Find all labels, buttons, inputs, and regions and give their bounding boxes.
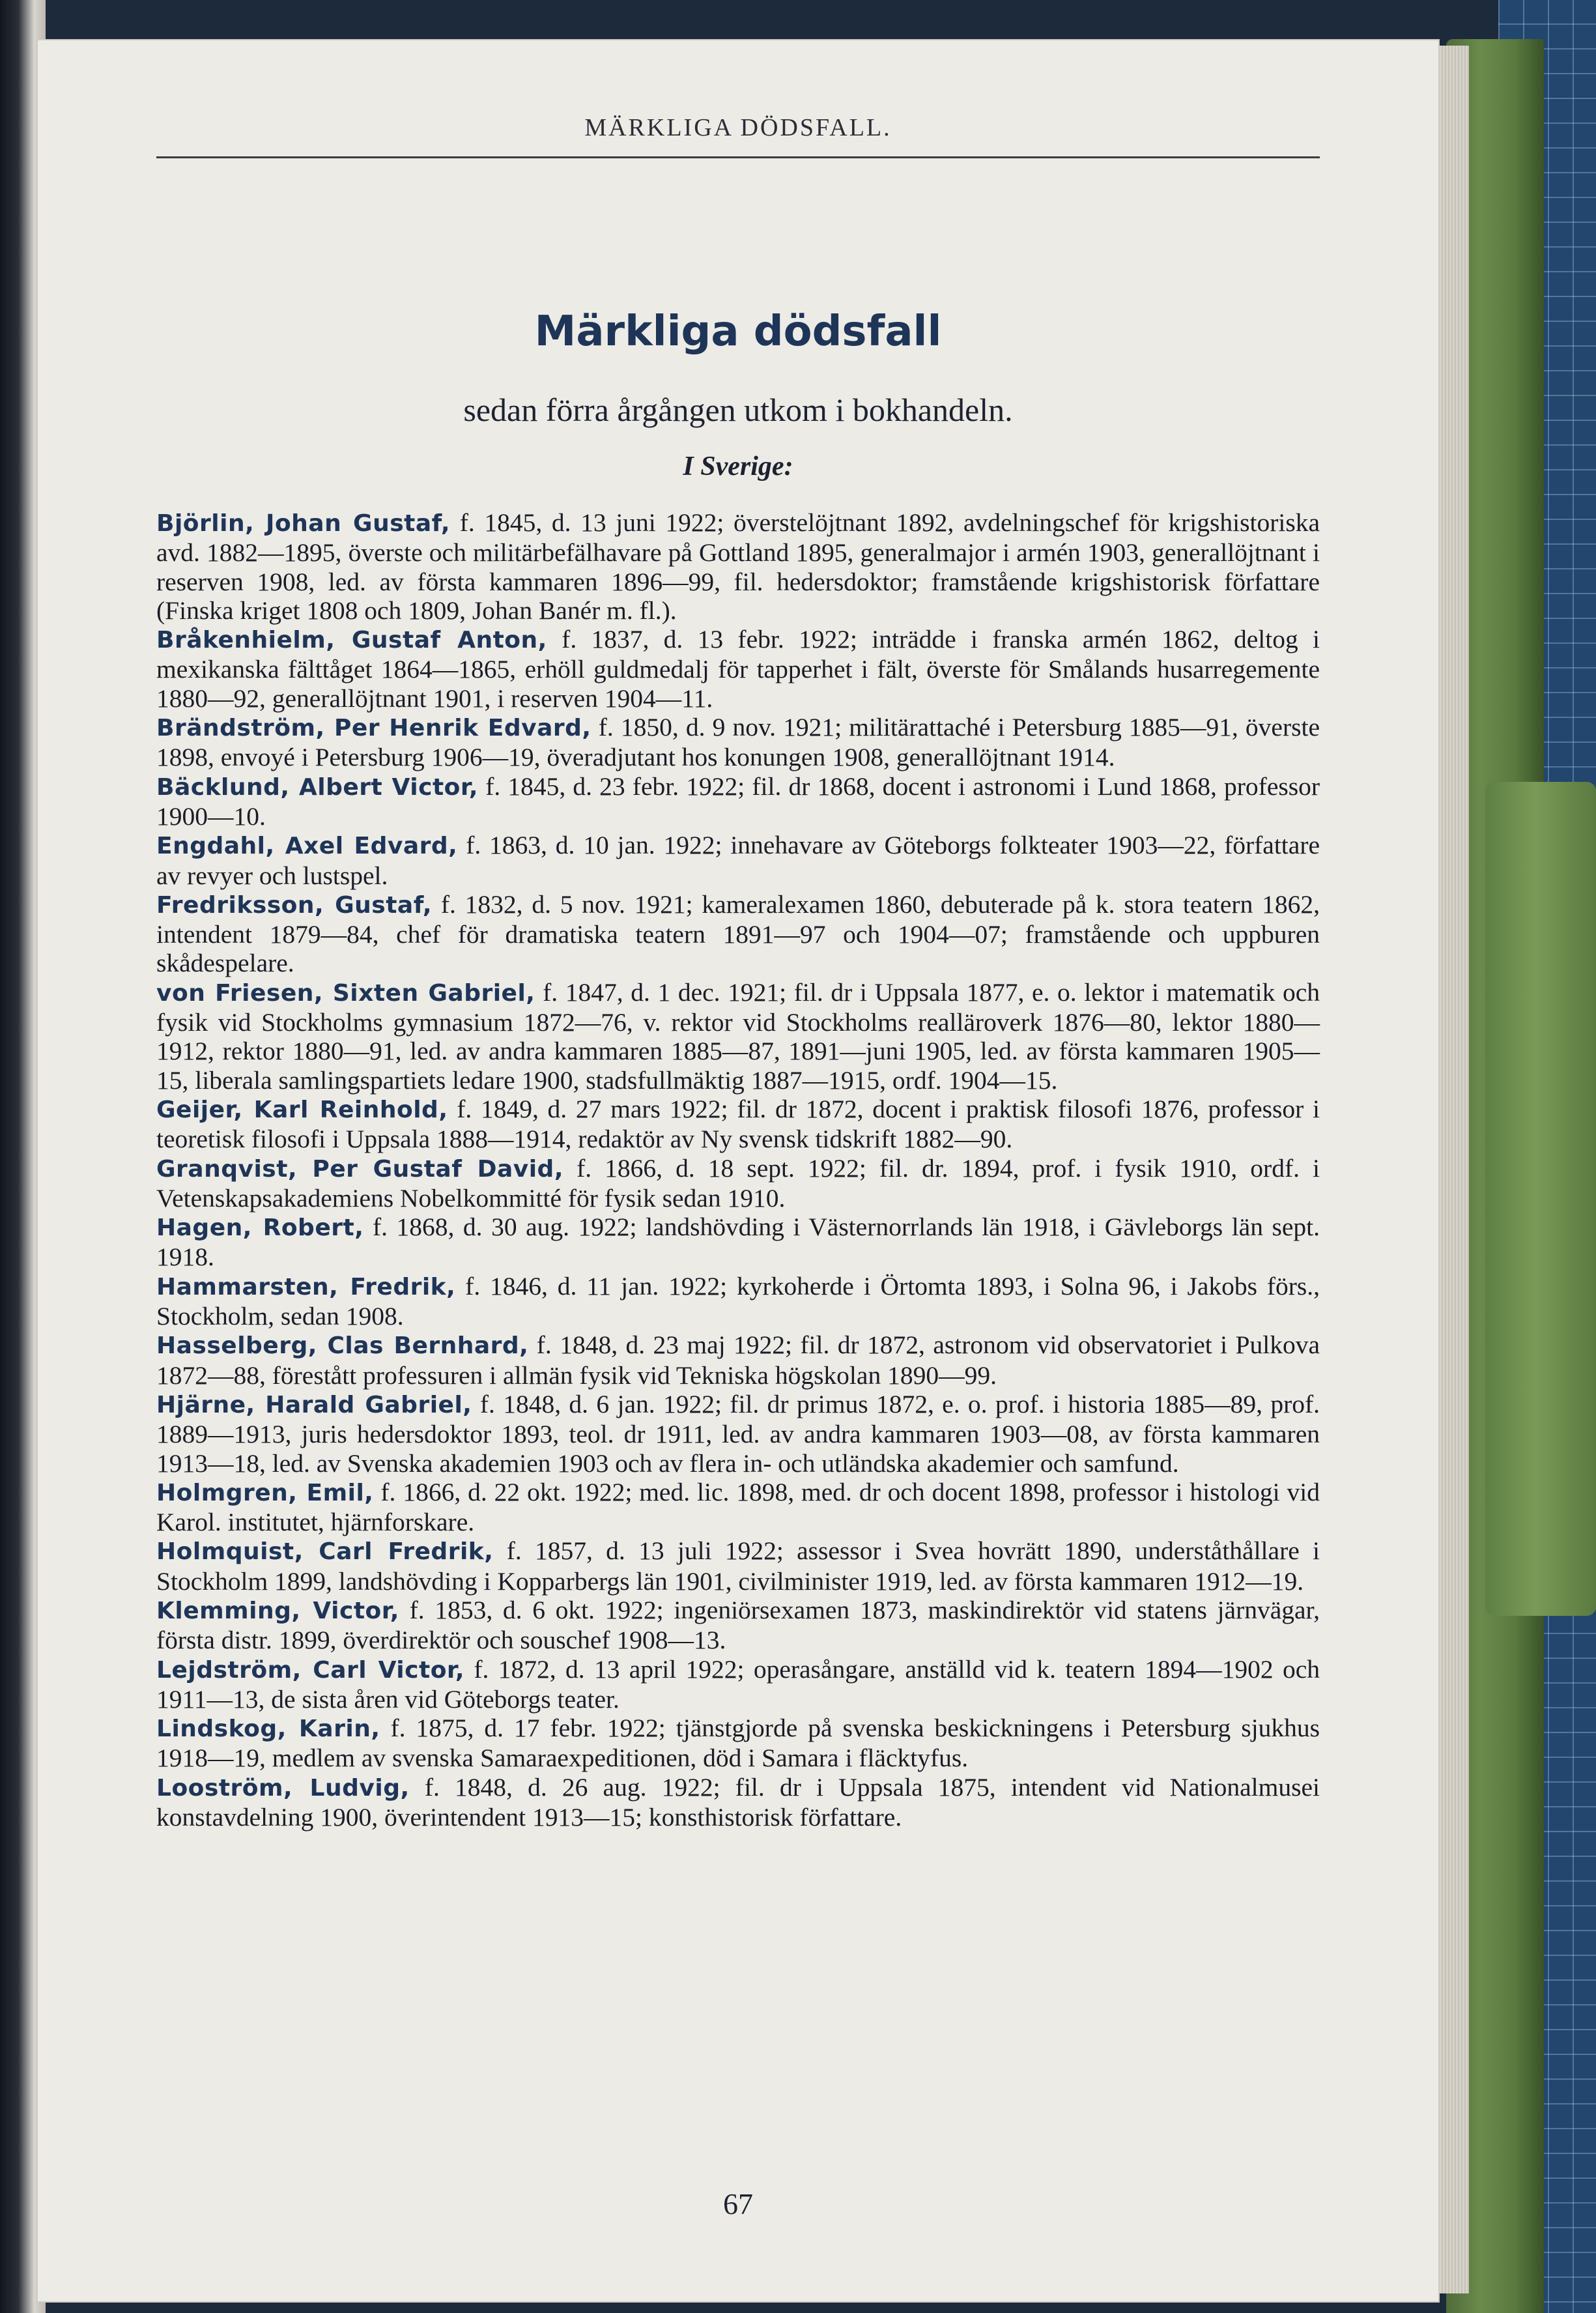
entry	[156, 978, 1320, 1095]
entry	[156, 1213, 1320, 1272]
entry-text: f. 1868, d. 30 aug. 1922; landshövding i Västernorrlands län 1918, i Gävleborgs län sept. 1918.	[156, 1213, 1320, 1272]
entry-text: f. 1849, d. 27 mars 1922; fil. dr 1872, docent i praktisk filosofi 1876, professor i teoretisk filosofi i Uppsala 1888—1914, redaktör av Ny svensk tidskrift 1882—90.	[156, 1094, 1320, 1154]
entry	[156, 890, 1320, 978]
entry-name: Geijer, Karl Reinhold,	[156, 1096, 448, 1123]
entry	[156, 1330, 1320, 1390]
entry-name: Hjärne, Harald Gabriel,	[156, 1391, 472, 1418]
entry-text: f. 1845, d. 23 febr. 1922; fil. dr 1868, docent i astronomi i Lund 1868, professor 1900—10.	[156, 771, 1320, 831]
entry	[156, 1478, 1320, 1537]
entry	[156, 1773, 1320, 1832]
entry	[156, 831, 1320, 890]
entry-name: Hammarsten, Fredrik,	[156, 1273, 456, 1300]
entry-name: Björlin, Johan Gustaf,	[156, 510, 451, 537]
entry-text: f. 1848, d. 6 jan. 1922; fil. dr primus 1872, e. o. prof. i historia 1885—89, prof. 1889—1913, juris hedersdoktor 1893, teol. dr 1911, led. av andra kammaren 1903—08, av första kammaren 1913—18, led. av Svenska akademien 1903 och av flera in- och utländska akademier och samfund.	[156, 1389, 1320, 1478]
page-number: 67	[723, 2187, 753, 2220]
section-heading: I Sverige:	[683, 452, 793, 481]
entry-text: f. 1863, d. 10 jan. 1922; innehavare av Göteborgs folkteater 1903—22, författare av revyer och lustspel.	[156, 831, 1320, 890]
entry	[156, 1390, 1320, 1478]
entry-name: Lindskog, Karin,	[156, 1716, 380, 1743]
entry-name: Lejdström, Carl Victor,	[156, 1656, 465, 1684]
entry	[156, 1714, 1320, 1773]
page-subtitle: sedan förra årgången utkom i bokhandeln.	[463, 392, 1013, 428]
entry	[156, 508, 1320, 625]
entry-text: f. 1866, d. 22 okt. 1922; med. lic. 1898, med. dr och docent 1898, professor i histologi vid Karol. institutet, hjärnforskare.	[156, 1477, 1320, 1537]
entry	[156, 713, 1320, 772]
header-rule	[156, 156, 1320, 158]
entry-text: f. 1846, d. 11 jan. 1922; kyrkoherde i Örtomta 1893, i Solna 96, i Jakobs förs., Stockholm, sedan 1908.	[156, 1271, 1320, 1331]
entry-text: f. 1845, d. 13 juni 1922; överstelöjtnant 1892, avdelningschef för krigshistoriska avd. 1882—1895, överste och militärbefälhavare på Gottland 1895, generalmajor i armén 1903, generallöjtnant i reserven 1908, led. av första kammaren 1896—99, fil. hedersdoktor; framstående krigshistorisk författare (Finska kriget 1808 och 1809, Johan Banér m. fl.).	[156, 508, 1320, 625]
entry-name: Hagen, Robert,	[156, 1214, 364, 1242]
entry-text: f. 1850, d. 9 nov. 1921; militärattaché i Petersburg 1885—91, överste 1898, envoyé i Petersburg 1906—19, överadjutant hos konungen 1908, generallöjtnant 1914.	[156, 713, 1320, 772]
entry-text: f. 1875, d. 17 febr. 1922; tjänstgjorde på svenska beskickningens i Petersburg sjukhus 1918—19, medlem av svenska Samaraexpeditionen, död i Samara i fläcktyfus.	[156, 1714, 1320, 1773]
entries-list	[156, 508, 1320, 1832]
entry-text: f. 1837, d. 13 febr. 1922; inträdde i franska armén 1862, deltog i mexikanska fälttåget 1864—1865, erhöll guldmedalj för tapperhet i fält, överste för Smålands husarregemente 1880—92, generallöjtnant 1901, i reserven 1904—11.	[156, 625, 1320, 713]
entry-text: f. 1848, d. 26 aug. 1922; fil. dr i Uppsala 1875, intendent vid Nationalmusei konstavdelning 1900, överintendent 1913—15; konsthistorisk författare.	[156, 1772, 1320, 1832]
page-title: Märkliga dödsfall	[534, 308, 942, 356]
entry-text: f. 1832, d. 5 nov. 1921; kameralexamen 1860, debuterade på k. stora teatern 1862, intendent 1879—84, chef för dramatiska teatern 1891—97 och 1904—07; framstående och uppburen skådespelare.	[156, 889, 1320, 978]
entry	[156, 1272, 1320, 1331]
entry-name: Holmgren, Emil,	[156, 1479, 374, 1506]
entry	[156, 1536, 1320, 1596]
entry	[156, 1154, 1320, 1213]
green-book-band	[1485, 782, 1596, 1616]
entry-name: Looström, Ludvig,	[156, 1774, 410, 1802]
entry-name: Bråkenhielm, Gustaf Anton,	[156, 627, 547, 654]
entry-name: Brändström, Per Henrik Edvard,	[156, 715, 591, 742]
entry	[156, 1655, 1320, 1714]
entry-text: f. 1872, d. 13 april 1922; operasångare, anställd vid k. teatern 1894—1902 och 1911—13, de sista åren vid Göteborgs teater.	[156, 1654, 1320, 1714]
entry-text: f. 1866, d. 18 sept. 1922; fil. dr. 1894, prof. i fysik 1910, ordf. i Vetenskapsakademiens Nobelkommitté för fysik sedan 1910.	[156, 1153, 1320, 1213]
entry-text: f. 1847, d. 1 dec. 1921; fil. dr i Uppsala 1877, e. o. lektor i matematik och fysik vid Stockholms gymnasium 1872—76, v. rektor vid Stockholms realläroverk 1876—80, lektor 1880—1912, rektor 1880—91, led. av andra kammaren 1885—87, 1891—juni 1905, led. av första kammaren 1905—15, liberala samlingspartiets ledare 1900, stadsfullmäktig 1887—1915, ordf. 1904—15.	[156, 977, 1320, 1095]
running-head: MÄRKLIGA DÖDSFALL.	[584, 114, 892, 141]
entry	[156, 1095, 1320, 1154]
entry	[156, 625, 1320, 713]
entry-name: Engdahl, Axel Edvard,	[156, 833, 458, 860]
entry-text: f. 1853, d. 6 okt. 1922; ingeniörsexamen 1873, maskindirektör vid statens järnvägar, första distr. 1899, överdirektör och souschef 1908—13.	[156, 1595, 1320, 1655]
entry-name: von Friesen, Sixten Gabriel,	[156, 979, 535, 1007]
entry-name: Granqvist, Per Gustaf David,	[156, 1155, 564, 1183]
entry-name: Fredriksson, Gustaf,	[156, 891, 433, 919]
entry-name: Bäcklund, Albert Victor,	[156, 773, 479, 801]
entry-name: Holmquist, Carl Fredrik,	[156, 1538, 494, 1566]
entry	[156, 772, 1320, 831]
entry	[156, 1596, 1320, 1655]
entry-text: f. 1848, d. 23 maj 1922; fil. dr 1872, astronom vid observatoriet i Pulkova 1872—88, förestått professuren i allmän fysik vid Tekniska högskolan 1890—99.	[156, 1330, 1320, 1390]
entry-name: Klemming, Victor,	[156, 1597, 399, 1624]
book-page	[38, 40, 1438, 2301]
entry-text: f. 1857, d. 13 juli 1922; assessor i Svea hovrätt 1890, underståthållare i Stockholm 1899, landshövding i Kopparbergs län 1901, civilminister 1919, led. av första kammaren 1912—19.	[156, 1536, 1320, 1596]
entry-name: Hasselberg, Clas Bernhard,	[156, 1332, 529, 1360]
